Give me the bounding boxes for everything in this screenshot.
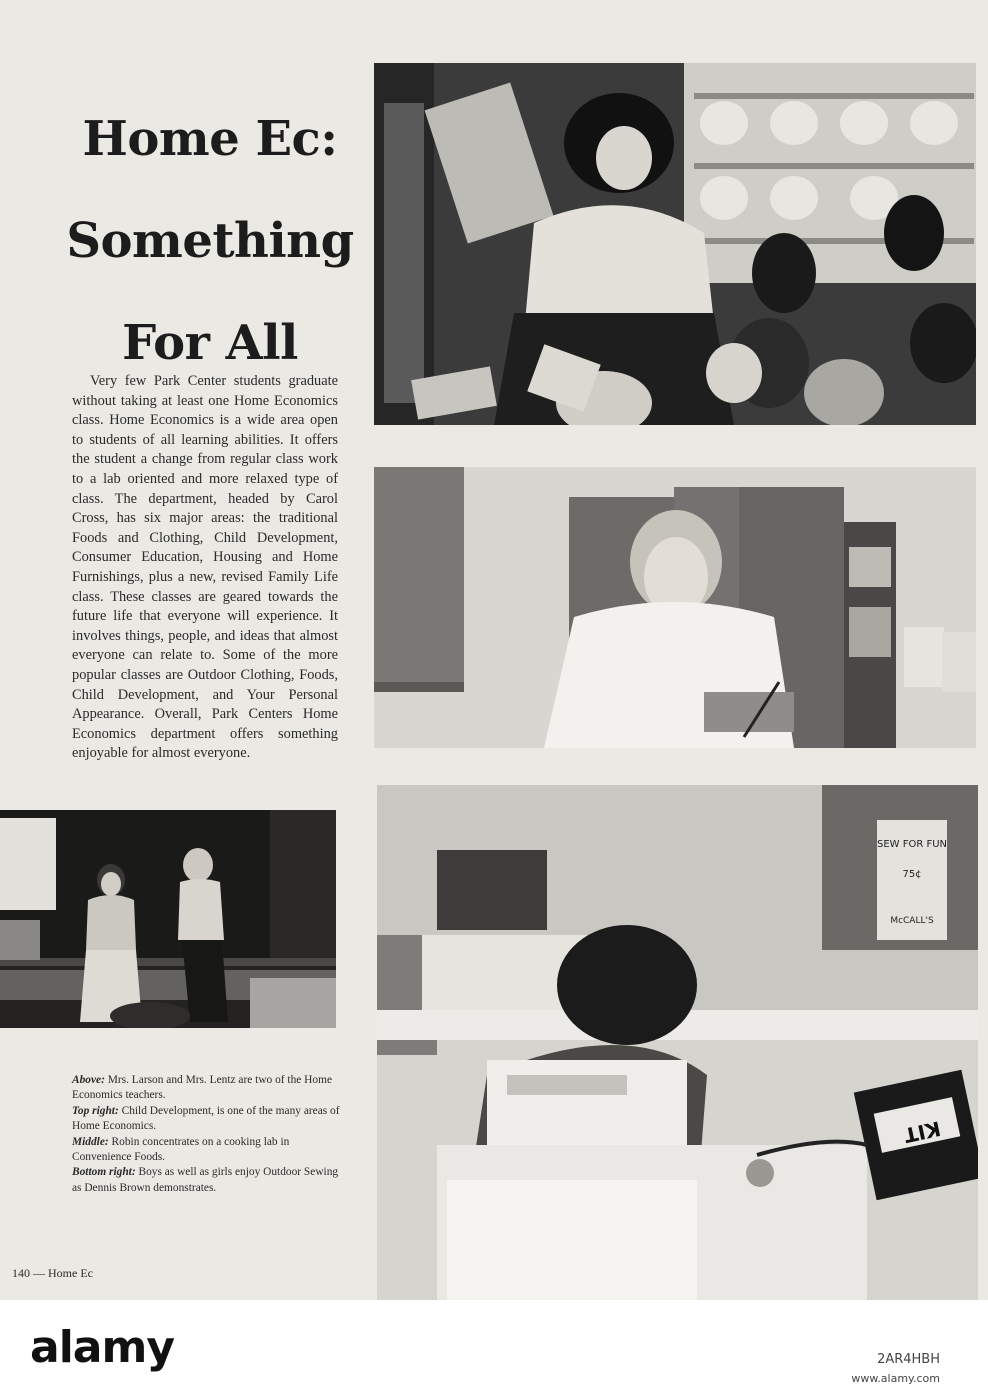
caption-text: Child Development, is one of the many areas of Home Economics. (72, 1104, 340, 1133)
headline-line-2: Something (66, 213, 354, 269)
caption-above (72, 1073, 344, 1104)
poster-brand: McCALL'S (890, 916, 934, 926)
alamy-logo: alamy (30, 1322, 174, 1373)
caption-text: Mrs. Larson and Mrs. Lentz are two of the Home Economics teachers. (72, 1074, 333, 1102)
box-label: KIT (902, 1116, 943, 1148)
caption-text: Robin concentrates on a cooking lab in Convenience Foods. (72, 1135, 290, 1164)
site-url: www.alamy.com (851, 1372, 940, 1385)
photo-home-ec-teachers-image (0, 810, 336, 1028)
page-folio: 140 — Home Ec (12, 1266, 93, 1280)
headline-line-1: Home Ec: (82, 111, 338, 167)
photo-child-development (374, 63, 976, 425)
photo-outdoor-sewing-image (377, 785, 978, 1300)
article-body: Very few Park Center students graduate without taking at least one Home Economics class. Home Economics is a wide area open to students of all learning abilities. It offers the student a change from regular class work to a lab oriented and more relaxed type of class. The department, headed by Carol Cross, has six major areas: the traditional Foods and Clothing, Child Development, Consumer Education, Housing and Home Furnishings, plus a new, revised Family Life class. These classes are geared towards the future life that everyone will experience. It involves things, people, and ideas that almost everyone can relate to. Some of the more popular classes are Outdoor Clothing, Foods, Child Development, and Your Personal Appearance. Overall, Park Centers Home Economics department offers something enjoyable for almost everyone. (72, 373, 338, 762)
photo-outdoor-sewing (377, 785, 978, 1300)
caption-top-right (72, 1104, 344, 1135)
poster-title: SEW FOR FUN (876, 839, 948, 850)
poster-price: 75¢ (902, 869, 922, 880)
photo-captions (72, 1073, 344, 1196)
caption-label: Above: (72, 1074, 105, 1086)
photo-convenience-foods-image (374, 467, 976, 748)
headline-line-3: For All (122, 315, 298, 371)
photo-child-development-image (374, 63, 976, 425)
caption-text: Boys as well as girls enjoy Outdoor Sewing as Dennis Brown demonstrates. (72, 1166, 339, 1194)
watermark-footer (0, 1300, 988, 1390)
caption-bottom-right (72, 1165, 344, 1196)
image-id: 2AR4HBH (877, 1352, 940, 1367)
photo-convenience-foods (374, 467, 976, 748)
photo-home-ec-teachers (0, 810, 336, 1028)
page-headline (40, 88, 380, 394)
caption-label: Middle: (72, 1135, 109, 1148)
caption-label: Top right: (72, 1104, 119, 1117)
caption-label: Bottom right: (72, 1166, 136, 1179)
caption-middle (72, 1135, 344, 1166)
